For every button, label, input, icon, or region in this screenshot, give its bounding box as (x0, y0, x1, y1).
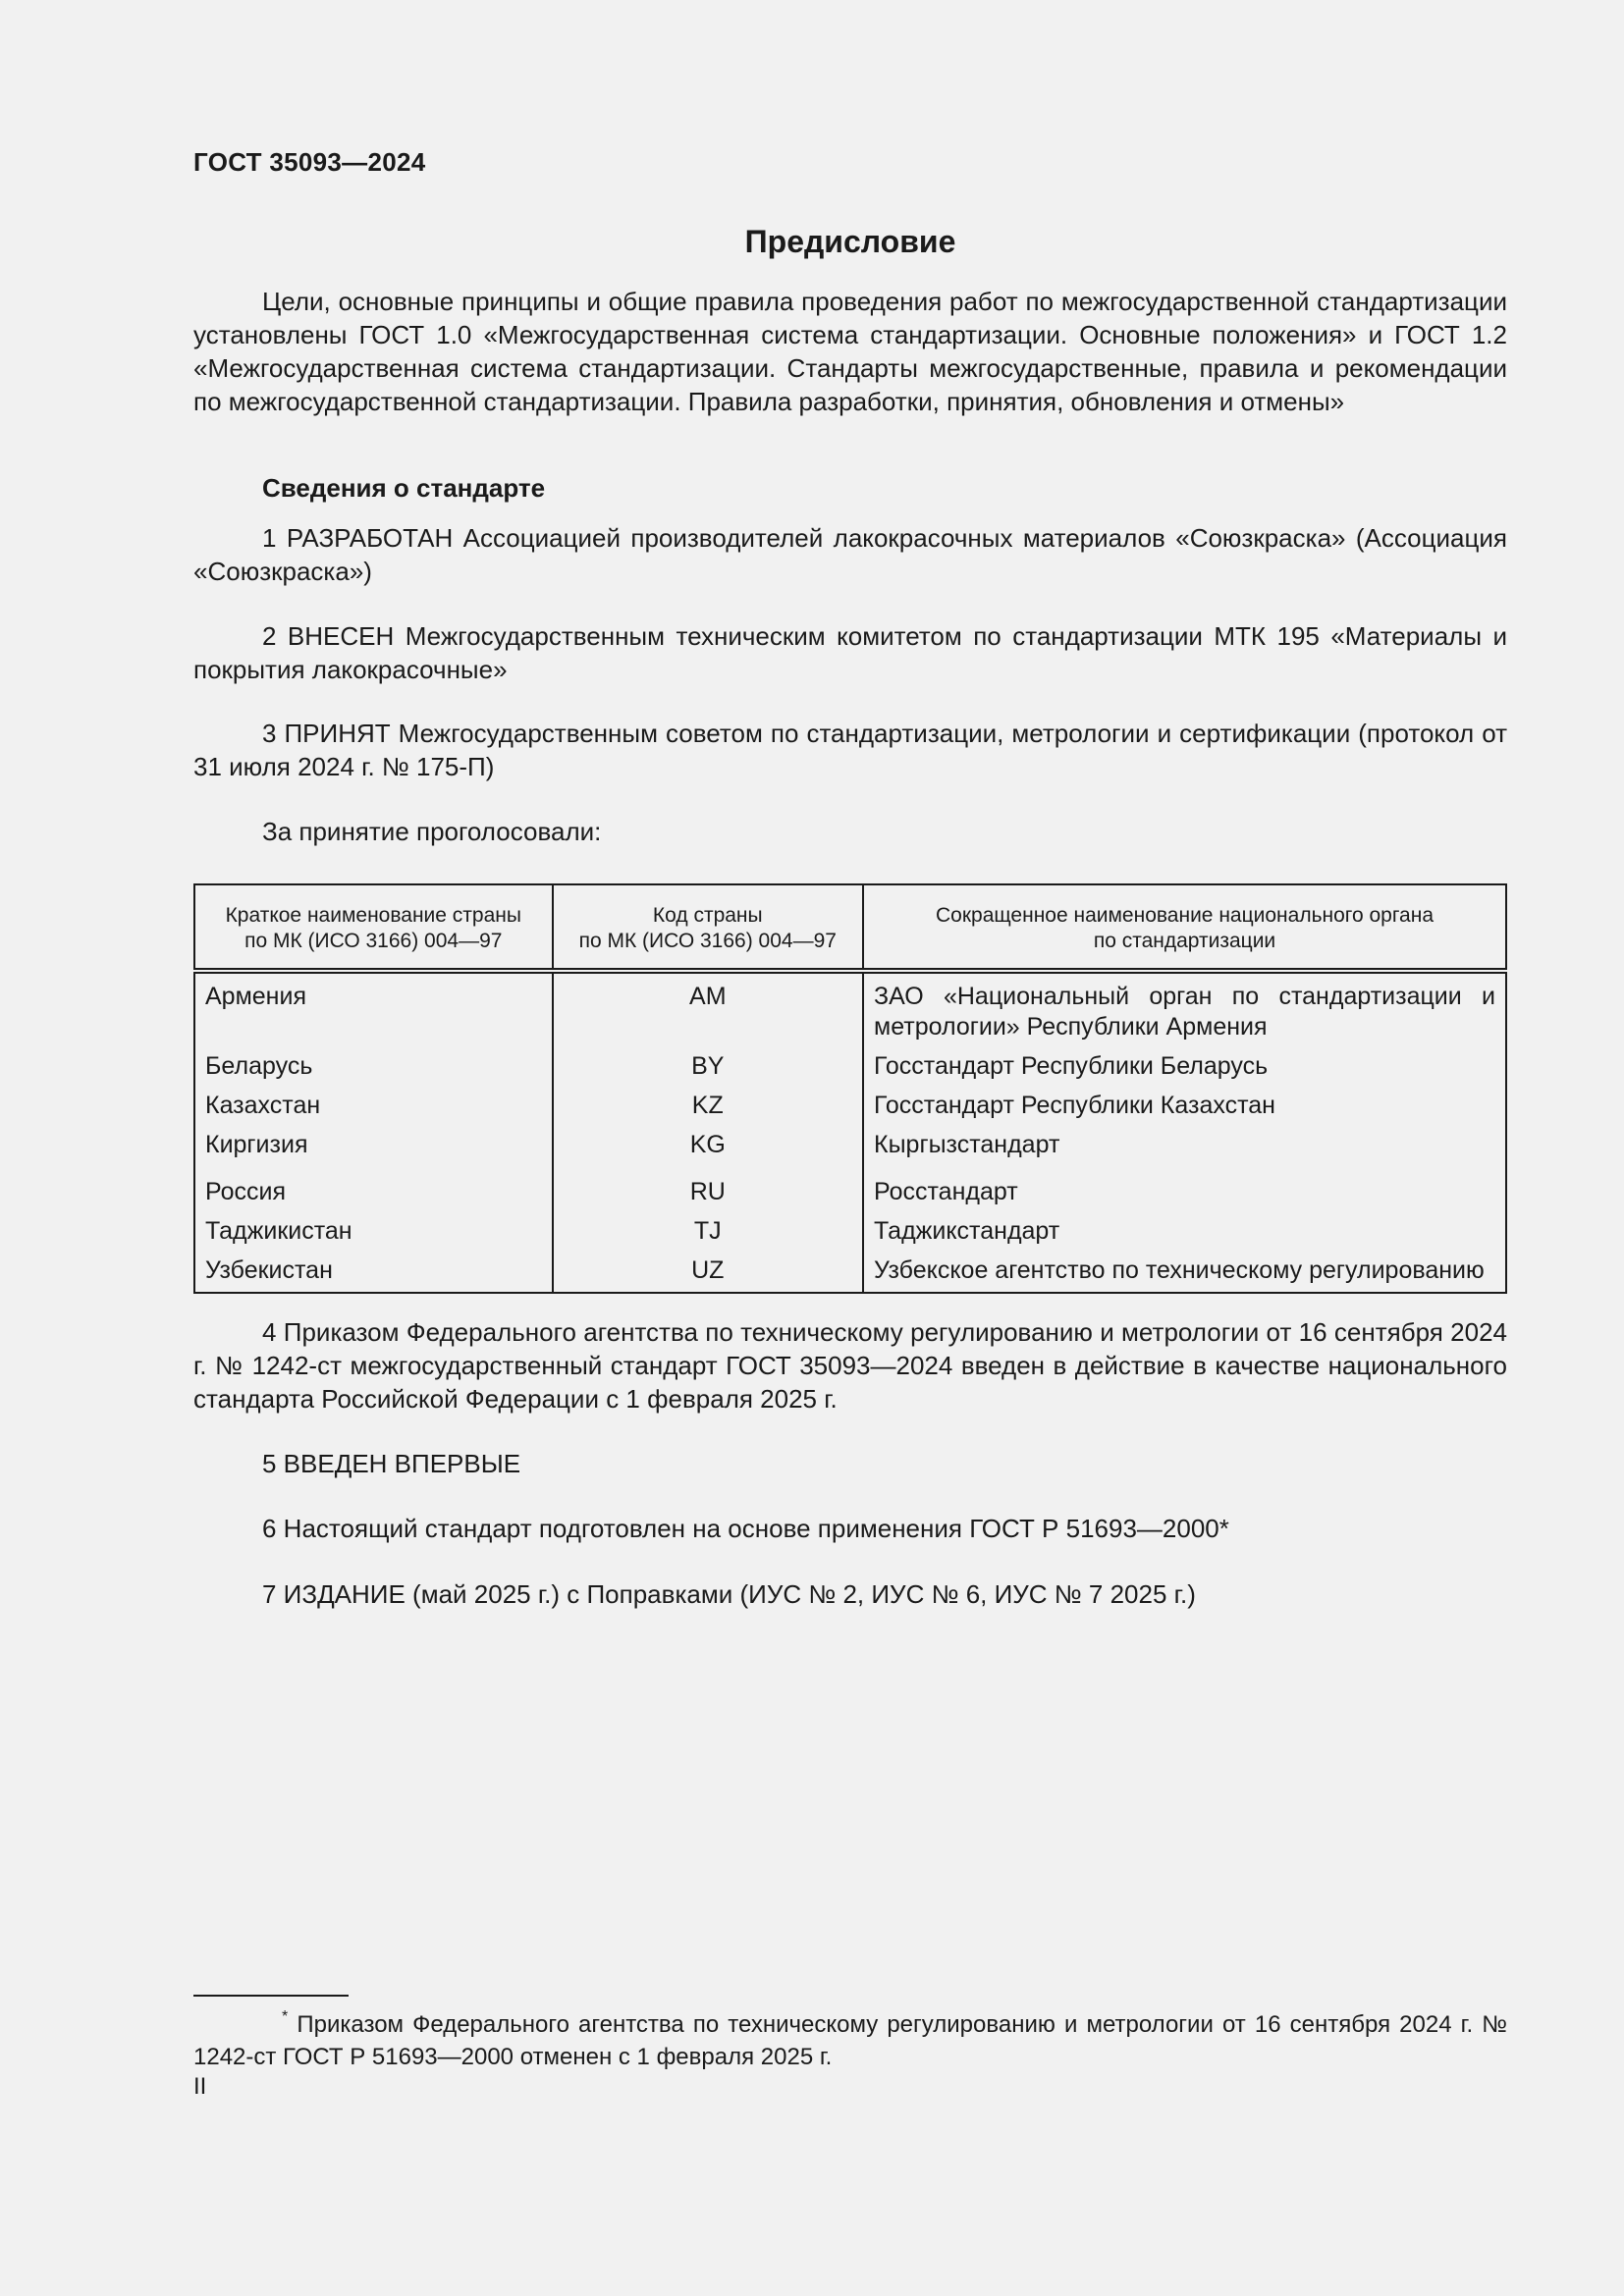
cell-country: Таджикистан (194, 1216, 553, 1255)
item-5: 5 ВВЕДЕН ВПЕРВЫЕ (262, 1449, 521, 1478)
header-code-line1: Код страны (652, 904, 763, 927)
table-header-row (194, 884, 1506, 971)
header-code-line2: по МК (ИСО 3166) 004—97 (578, 930, 837, 952)
footnote-text: Приказом Федерального агентства по техническому регулированию и метрологии от 16 сентября 2024 г. № 1242-ст ГОСТ Р 51693—2000 отменен с 1 февраля 2025 г. (193, 2011, 1508, 2070)
subheading: Сведения о стандарте (262, 473, 546, 503)
item-2: 2 ВНЕСЕН Межгосударственным техническим комитетом по стандартизации МТК 195 «Материалы и покрытия лакокрасочные» (193, 621, 1507, 684)
cell-body: Узбекское агентство по техническому регулированию (863, 1255, 1506, 1293)
voted-label: За принятие проголосовали: (262, 817, 602, 846)
cell-country: Киргизия (194, 1130, 553, 1177)
doc-code-header: ГОСТ 35093—2024 (193, 147, 426, 177)
header-body-line2: по стандартизации (1093, 930, 1276, 952)
header-country-line1: Краткое наименование страны (225, 904, 521, 927)
cell-code: BY (553, 1051, 863, 1091)
table-row (194, 1091, 1506, 1130)
cell-body: Госстандарт Республики Беларусь (863, 1051, 1506, 1091)
item-1: 1 РАЗРАБОТАН Ассоциацией производителей лакокрасочных материалов «Союзкраска» (Ассоциация «Союзкраска») (193, 523, 1507, 586)
footnote-mark: * (282, 2008, 289, 2025)
cell-country: Россия (194, 1177, 553, 1216)
table-row (194, 1255, 1506, 1293)
item-4: 4 Приказом Федерального агентства по техническому регулированию и метрологии от 16 сентября 2024 г. № 1242-ст межгосударственный стандарт ГОСТ 35093—2024 введен в действие в качестве национального стандарта Российской Федерации с 1 февраля 2025 г. (193, 1317, 1507, 1414)
cell-code: TJ (553, 1216, 863, 1255)
footnote-divider (193, 1995, 349, 1997)
cell-country: Узбекистан (194, 1255, 553, 1293)
cell-body: Госстандарт Республики Казахстан (863, 1091, 1506, 1130)
footnote (193, 2002, 1507, 2073)
countries-table (193, 883, 1507, 1294)
cell-code: AM (553, 971, 863, 1051)
header-code (553, 884, 863, 971)
cell-code: RU (553, 1177, 863, 1216)
table-row (194, 1177, 1506, 1216)
cell-code: UZ (553, 1255, 863, 1293)
item-7: 7 ИЗДАНИЕ (май 2025 г.) с Поправками (ИУС № 2, ИУС № 6, ИУС № 7 2025 г.) (262, 1579, 1196, 1609)
header-country-line2: по МК (ИСО 3166) 004—97 (244, 930, 503, 952)
cell-country: Армения (194, 971, 553, 1051)
cell-body: Росстандарт (863, 1177, 1506, 1216)
cell-country: Беларусь (194, 1051, 553, 1091)
cell-body: Кыргызстандарт (863, 1130, 1506, 1177)
header-country (194, 884, 553, 971)
header-body (863, 884, 1506, 971)
table-row (194, 1051, 1506, 1091)
intro-paragraph: Цели, основные принципы и общие правила проведения работ по межгосударственной стандартизации установлены ГОСТ 1.0 «Межгосударственная система стандартизации. Основные положения» и ГОСТ 1.2 «Межгосударственная система стандартизации. Стандарты межгосударственные, правила и рекомендации по межгосударственной стандартизации. Правила разработки, принятия, обновления и отмены» (193, 287, 1507, 416)
cell-country: Казахстан (194, 1091, 553, 1130)
item-3: 3 ПРИНЯТ Межгосударственным советом по стандартизации, метрологии и сертификации (протокол от 31 июля 2024 г. № 175-П) (193, 719, 1507, 781)
cell-code: KG (553, 1130, 863, 1177)
header-body-line1: Сокращенное наименование национального органа (935, 904, 1435, 927)
item-6: 6 Настоящий стандарт подготовлен на основе применения ГОСТ Р 51693—2000* (262, 1514, 1229, 1543)
page-title: Предисловие (744, 224, 956, 259)
cell-body: Таджикстандарт (863, 1216, 1506, 1255)
table-row (194, 1216, 1506, 1255)
cell-code: KZ (553, 1091, 863, 1130)
table-row (194, 1130, 1506, 1177)
page-number: II (193, 2073, 207, 2100)
cell-body: ЗАО «Национальный орган по стандартизации и метрологии» Республики Армения (863, 971, 1506, 1051)
table-row (194, 971, 1506, 1051)
